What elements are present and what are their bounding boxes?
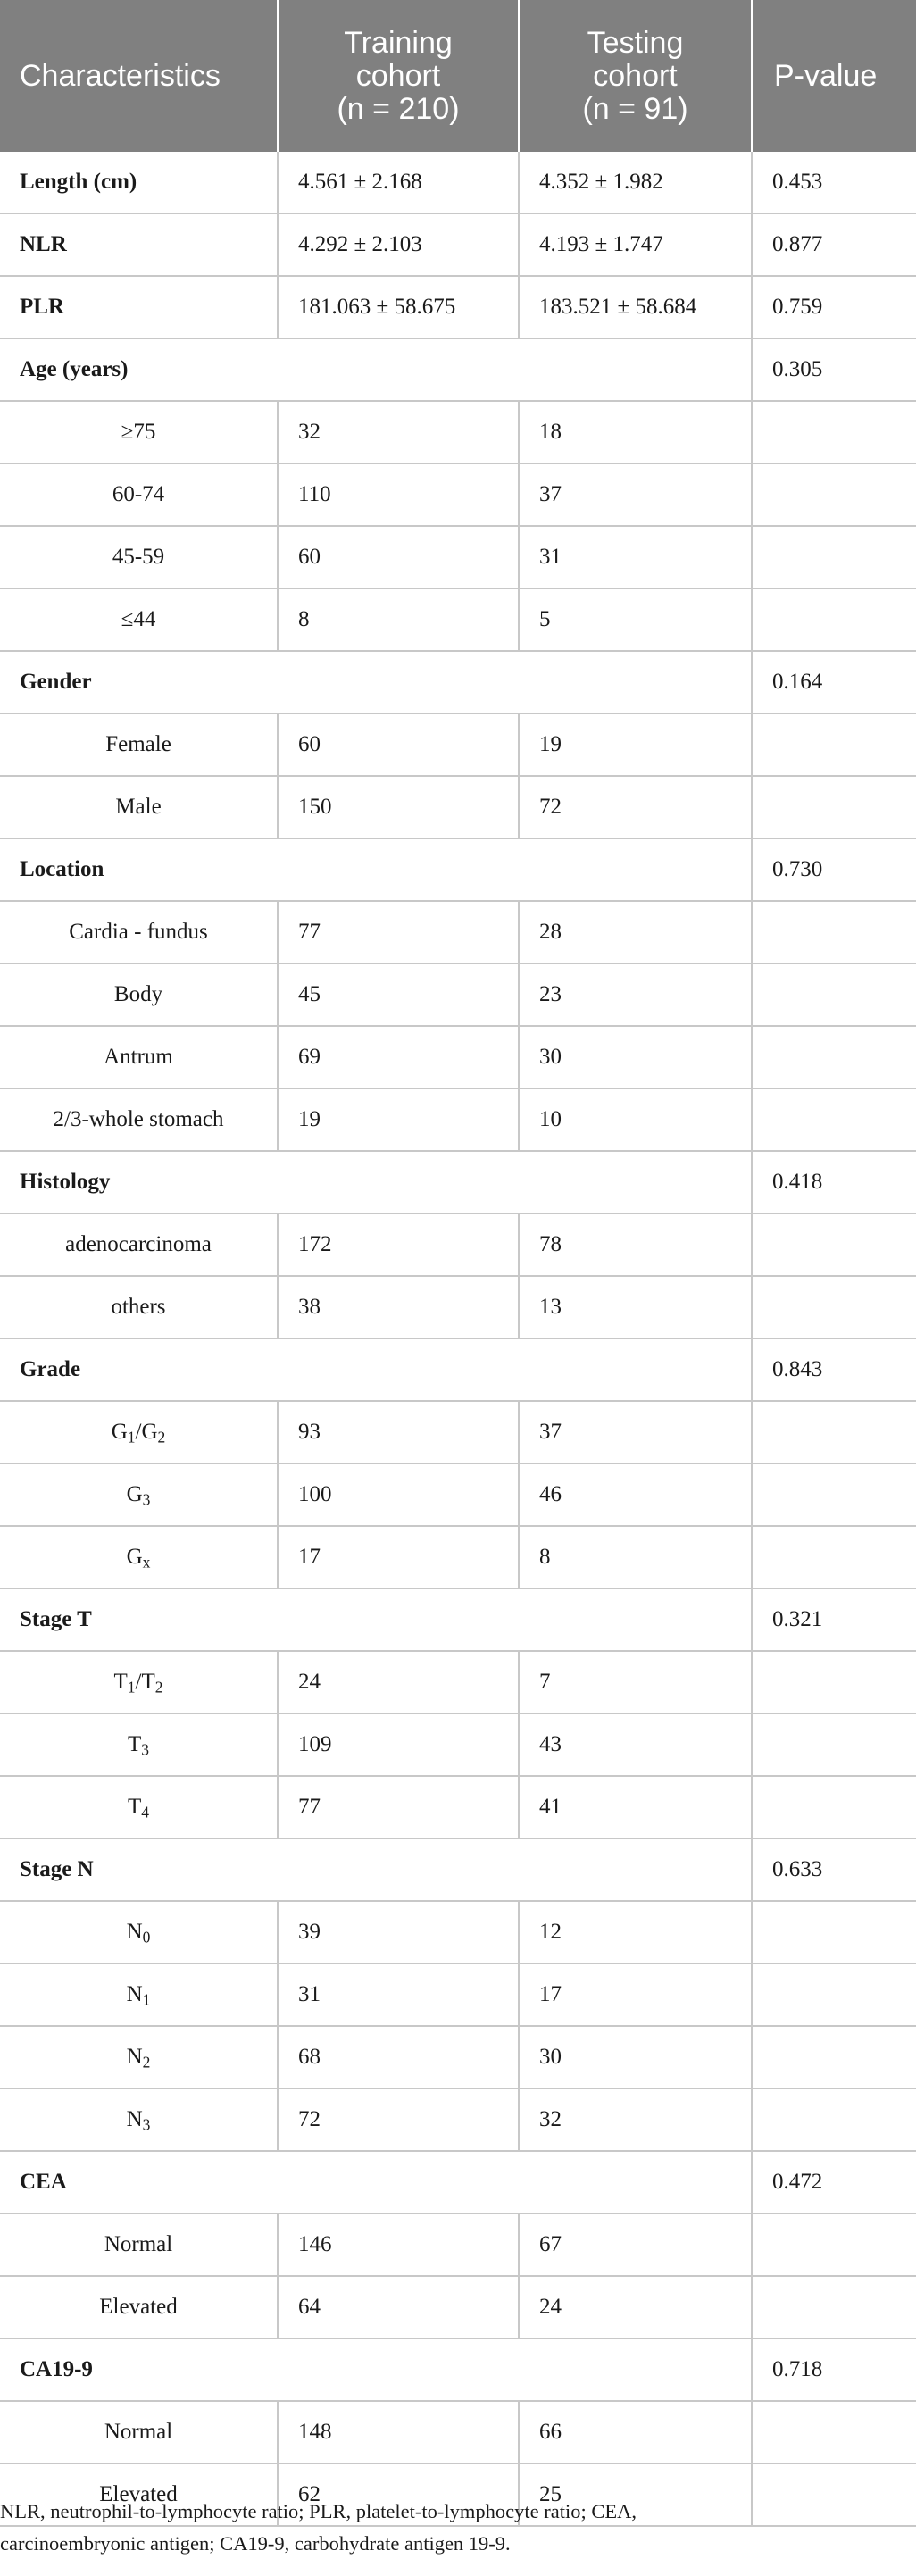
- table-row: [0, 2026, 916, 2088]
- table-row: [0, 963, 916, 1026]
- group-label: Stage N: [0, 1838, 752, 1901]
- testing-value: 37: [519, 1401, 752, 1463]
- stage-subscript: 3: [141, 1740, 150, 1759]
- table-row: [0, 1463, 916, 1526]
- table-row: [0, 1276, 916, 1338]
- stage-letter: N: [126, 2107, 143, 2131]
- subgroup-label: [0, 1463, 278, 1526]
- subgroup-label: Male: [0, 776, 278, 838]
- row-label: Length (cm): [20, 170, 137, 194]
- stage-letter: N: [126, 2045, 143, 2069]
- group-label: Histology: [0, 1151, 752, 1213]
- table-row: [0, 463, 916, 526]
- testing-value: 41: [519, 1776, 752, 1838]
- empty-cell: [752, 1776, 916, 1838]
- training-value: 24: [278, 1651, 519, 1713]
- empty-cell: [752, 2213, 916, 2276]
- table-row: [0, 588, 916, 651]
- grade-subscript: 3: [142, 1490, 151, 1509]
- empty-cell: [752, 1026, 916, 1088]
- header-testing-line3: (n = 91): [582, 91, 688, 126]
- row-label: NLR: [0, 213, 278, 276]
- subgroup-label: Elevated: [0, 2276, 278, 2338]
- testing-value: 10: [519, 1088, 752, 1151]
- subgroup-label: [0, 2026, 278, 2088]
- table-row: [0, 1026, 916, 1088]
- footnote-line-2: carcinoembryonic antigen; CA19-9, carbohydrate antigen 19-9.: [0, 2532, 511, 2555]
- group-label: Location: [0, 838, 752, 901]
- grade-letter: G: [111, 1420, 128, 1444]
- stage-subscript: 1: [142, 1990, 151, 2009]
- stage-subscript: 3: [142, 2115, 151, 2134]
- testing-value: 67: [519, 2213, 752, 2276]
- empty-cell: [752, 1713, 916, 1776]
- subgroup-label: [0, 1401, 278, 1463]
- table-row: [0, 2213, 916, 2276]
- testing-value: 4.352 ± 1.982: [519, 152, 752, 213]
- training-value: 8: [278, 588, 519, 651]
- stage-letter: T: [113, 1670, 128, 1694]
- header-training-line2: cohort: [355, 58, 441, 93]
- table-row: [0, 526, 916, 588]
- subgroup-label: 45-59: [0, 526, 278, 588]
- header-row: [0, 0, 916, 152]
- group-row: [0, 338, 916, 401]
- table-row: [0, 1088, 916, 1151]
- empty-cell: [752, 713, 916, 776]
- table-row: [0, 1526, 916, 1588]
- training-value: 68: [278, 2026, 519, 2088]
- empty-cell: [752, 1213, 916, 1276]
- stage-letter: N: [126, 1982, 143, 2006]
- header-training-line1: Training: [344, 25, 453, 60]
- testing-value: 7: [519, 1651, 752, 1713]
- table-row: [0, 1901, 916, 1963]
- stage-letter: T: [127, 1732, 142, 1756]
- testing-value: 4.193 ± 1.747: [519, 213, 752, 276]
- group-label: Age (years): [0, 338, 752, 401]
- stage-letter: T: [127, 1795, 142, 1819]
- testing-value: 23: [519, 963, 752, 1026]
- empty-cell: [752, 401, 916, 463]
- training-value: 19: [278, 1088, 519, 1151]
- subgroup-label: Cardia - fundus: [0, 901, 278, 963]
- subgroup-label: 60-74: [0, 463, 278, 526]
- stage-letter: T: [141, 1670, 155, 1694]
- testing-value: 13: [519, 1276, 752, 1338]
- training-value: 100: [278, 1463, 519, 1526]
- group-row: [0, 2151, 916, 2213]
- subgroup-label: Elevated: [0, 2463, 278, 2526]
- testing-value: 24: [519, 2276, 752, 2338]
- testing-value: 66: [519, 2401, 752, 2463]
- testing-value: 46: [519, 1463, 752, 1526]
- subgroup-label: [0, 1526, 278, 1588]
- table-row: [0, 1963, 916, 2026]
- training-value: 31: [278, 1963, 519, 2026]
- p-value: 0.730: [752, 838, 916, 901]
- subgroup-label: adenocarcinoma: [0, 1213, 278, 1276]
- p-value: 0.164: [752, 651, 916, 713]
- p-value: 0.305: [752, 338, 916, 401]
- row-label: PLR: [0, 276, 278, 338]
- p-value: 0.633: [752, 1838, 916, 1901]
- subgroup-label: 2/3-whole stomach: [0, 1088, 278, 1151]
- table-row: [0, 401, 916, 463]
- subgroup-label: [0, 1776, 278, 1838]
- empty-cell: [752, 1276, 916, 1338]
- grade-subscript: x: [142, 1553, 151, 1571]
- training-value: 93: [278, 1401, 519, 1463]
- table-row: [0, 152, 916, 213]
- group-label: CA19-9: [0, 2338, 752, 2401]
- empty-cell: [752, 1963, 916, 2026]
- testing-value: 17: [519, 1963, 752, 2026]
- stage-subscript: 2: [142, 2053, 151, 2072]
- p-value: 0.759: [752, 276, 916, 338]
- testing-value: 43: [519, 1713, 752, 1776]
- group-row: [0, 838, 916, 901]
- subgroup-label: Body: [0, 963, 278, 1026]
- subgroup-label: Antrum: [0, 1026, 278, 1088]
- subgroup-label: [0, 2088, 278, 2151]
- header-training-line3: (n = 210): [337, 91, 460, 126]
- table-row: [0, 1401, 916, 1463]
- table-body: [0, 152, 916, 2526]
- p-value: 0.877: [752, 213, 916, 276]
- table-row: [0, 276, 916, 338]
- table-header: [0, 0, 916, 152]
- testing-value: 30: [519, 2026, 752, 2088]
- empty-cell: [752, 1526, 916, 1588]
- testing-value: 19: [519, 713, 752, 776]
- grade-letter: G: [126, 1545, 143, 1569]
- testing-value: 12: [519, 1901, 752, 1963]
- table-row: [0, 1213, 916, 1276]
- training-value: 45: [278, 963, 519, 1026]
- grade-letter: G: [126, 1482, 143, 1506]
- header-characteristics: Characteristics: [0, 0, 278, 152]
- training-value: 38: [278, 1276, 519, 1338]
- empty-cell: [752, 1901, 916, 1963]
- group-row: [0, 2338, 916, 2401]
- empty-cell: [752, 1463, 916, 1526]
- p-value: 0.418: [752, 1151, 916, 1213]
- empty-cell: [752, 1088, 916, 1151]
- header-testing-line2: cohort: [593, 58, 678, 93]
- training-value: 4.561 ± 2.168: [278, 152, 519, 213]
- training-value: 39: [278, 1901, 519, 1963]
- subgroup-label: Normal: [0, 2401, 278, 2463]
- grade-subscript: 2: [157, 1428, 166, 1446]
- p-value: 0.321: [752, 1588, 916, 1651]
- testing-value: 31: [519, 526, 752, 588]
- subgroup-label: [0, 1651, 278, 1713]
- training-value: 69: [278, 1026, 519, 1088]
- header-p-value: P-value: [752, 0, 916, 152]
- training-value: 77: [278, 1776, 519, 1838]
- training-value: 146: [278, 2213, 519, 2276]
- group-label: Grade: [0, 1338, 752, 1401]
- training-value: 181.063 ± 58.675: [278, 276, 519, 338]
- subgroup-label: others: [0, 1276, 278, 1338]
- p-value: 0.843: [752, 1338, 916, 1401]
- testing-value: 25: [519, 2463, 752, 2526]
- footnote-line-1: NLR, neutrophil-to-lymphocyte ratio; PLR, platelet-to-lymphocyte ratio; CEA,: [0, 2500, 637, 2522]
- subgroup-label: Female: [0, 713, 278, 776]
- subgroup-label: [0, 1901, 278, 1963]
- stage-subscript: 1: [127, 1678, 136, 1696]
- training-value: 62: [278, 2463, 519, 2526]
- empty-cell: [752, 1401, 916, 1463]
- grade-separator: /: [135, 1420, 142, 1444]
- subgroup-label: ≥75: [0, 401, 278, 463]
- testing-value: 183.521 ± 58.684: [519, 276, 752, 338]
- empty-cell: [752, 463, 916, 526]
- group-label: Gender: [0, 651, 752, 713]
- empty-cell: [752, 526, 916, 588]
- empty-cell: [752, 901, 916, 963]
- table-row: [0, 2401, 916, 2463]
- subgroup-label: [0, 1963, 278, 2026]
- group-label: Stage T: [0, 1588, 752, 1651]
- header-testing-cohort: [519, 0, 752, 152]
- empty-cell: [752, 588, 916, 651]
- training-value: 109: [278, 1713, 519, 1776]
- table-row: [0, 713, 916, 776]
- training-value: 60: [278, 713, 519, 776]
- stage-subscript: 4: [141, 1803, 150, 1822]
- testing-value: 8: [519, 1526, 752, 1588]
- table-row: [0, 1776, 916, 1838]
- table-row: [0, 2088, 916, 2151]
- table-row: [0, 1713, 916, 1776]
- subgroup-label: [0, 1713, 278, 1776]
- empty-cell: [752, 1651, 916, 1713]
- group-row: [0, 651, 916, 713]
- training-value: 148: [278, 2401, 519, 2463]
- training-value: 32: [278, 401, 519, 463]
- training-value: 17: [278, 1526, 519, 1588]
- empty-cell: [752, 776, 916, 838]
- testing-value: 28: [519, 901, 752, 963]
- training-value: 4.292 ± 2.103: [278, 213, 519, 276]
- group-label: CEA: [0, 2151, 752, 2213]
- table-row: [0, 1651, 916, 1713]
- testing-value: 37: [519, 463, 752, 526]
- training-value: 64: [278, 2276, 519, 2338]
- testing-value: 5: [519, 588, 752, 651]
- training-value: 72: [278, 2088, 519, 2151]
- p-value: 0.718: [752, 2338, 916, 2401]
- stage-subscript: 0: [142, 1928, 151, 1947]
- table-row: [0, 901, 916, 963]
- testing-value: 72: [519, 776, 752, 838]
- group-row: [0, 1838, 916, 1901]
- empty-cell: [752, 2026, 916, 2088]
- testing-value: 30: [519, 1026, 752, 1088]
- table-footnote: [0, 2496, 911, 2560]
- group-row: [0, 1588, 916, 1651]
- p-value: 0.472: [752, 2151, 916, 2213]
- training-value: 60: [278, 526, 519, 588]
- training-value: 77: [278, 901, 519, 963]
- stage-subscript: 2: [154, 1678, 163, 1696]
- subgroup-label: ≤44: [0, 588, 278, 651]
- training-value: 172: [278, 1213, 519, 1276]
- table-row: [0, 776, 916, 838]
- testing-value: 18: [519, 401, 752, 463]
- testing-value: 32: [519, 2088, 752, 2151]
- training-value: 110: [278, 463, 519, 526]
- table-row: [0, 213, 916, 276]
- training-value: 150: [278, 776, 519, 838]
- group-row: [0, 1338, 916, 1401]
- grade-subscript: 1: [127, 1428, 136, 1446]
- empty-cell: [752, 963, 916, 1026]
- table-row: [0, 2276, 916, 2338]
- testing-value: 78: [519, 1213, 752, 1276]
- header-training-cohort: [278, 0, 519, 152]
- empty-cell: [752, 2276, 916, 2338]
- stage-separator: /: [135, 1670, 142, 1694]
- p-value: 0.453: [752, 152, 916, 213]
- stage-letter: N: [126, 1920, 143, 1944]
- empty-cell: [752, 2088, 916, 2151]
- grade-letter: G: [141, 1420, 158, 1444]
- group-row: [0, 1151, 916, 1213]
- empty-cell: [752, 2401, 916, 2463]
- header-testing-line1: Testing: [587, 25, 684, 60]
- subgroup-label: Normal: [0, 2213, 278, 2276]
